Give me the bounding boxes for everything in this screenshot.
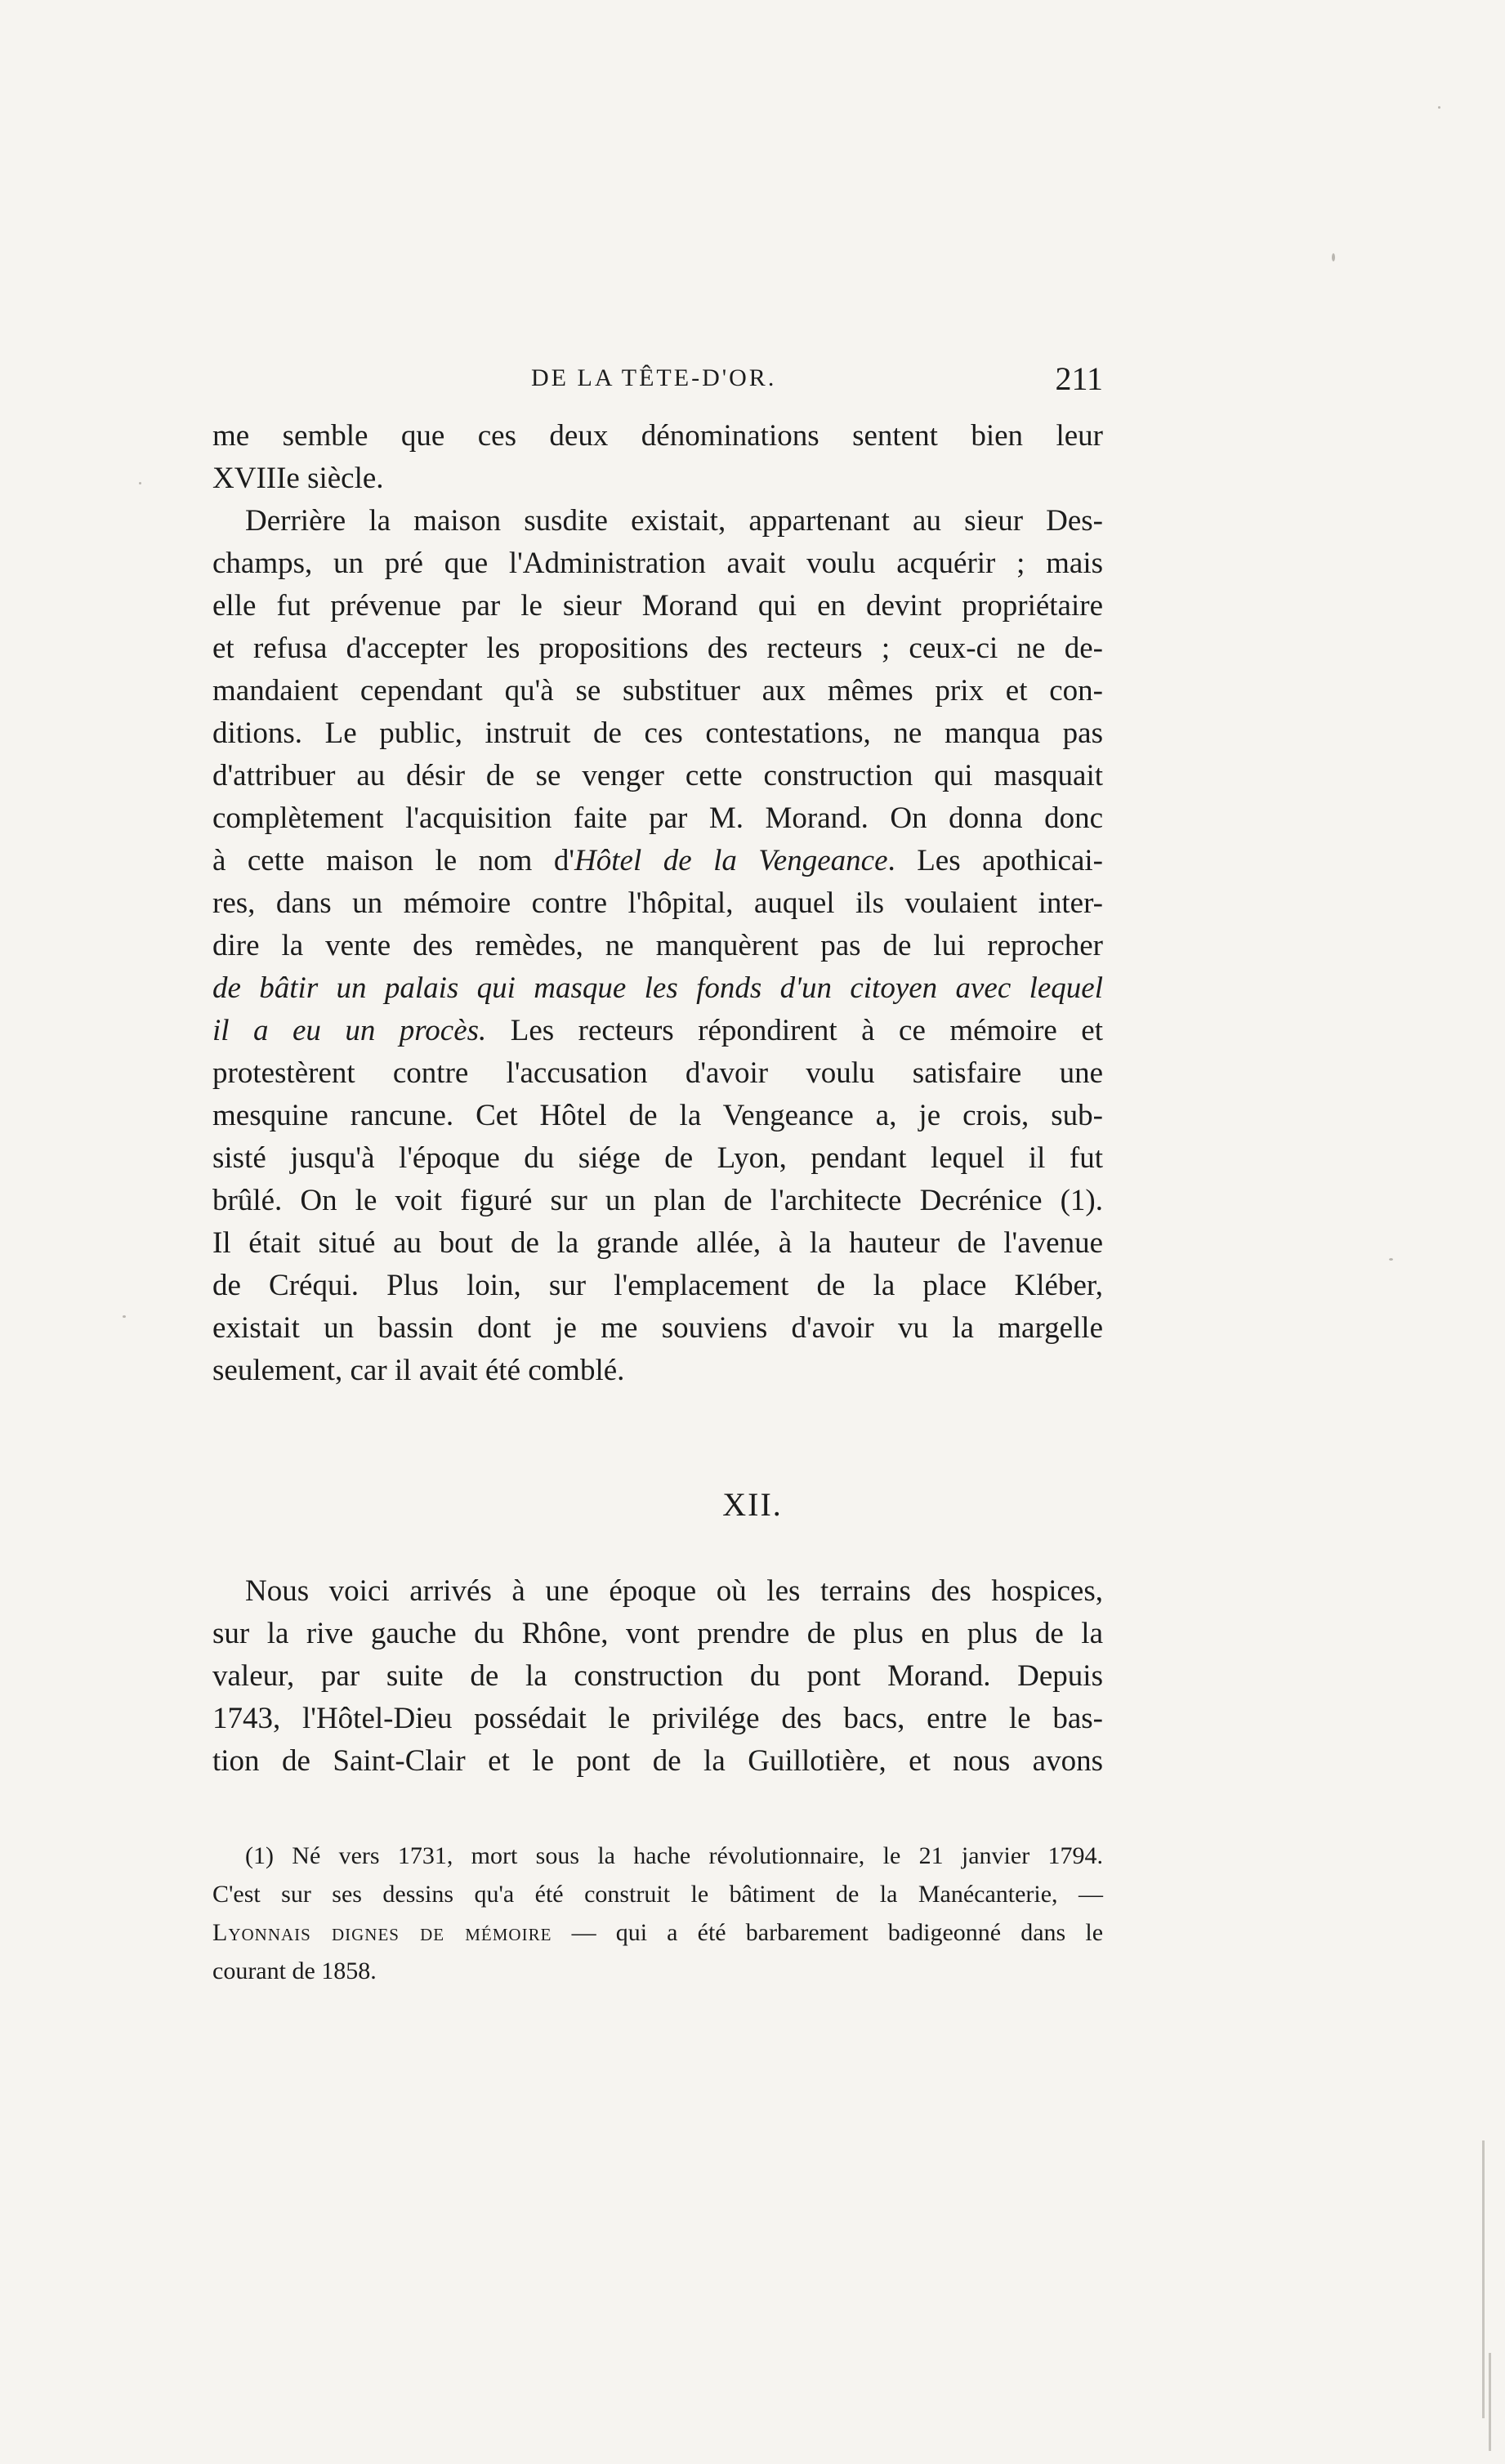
footnote-line: courant de 1858. [212,1957,377,1984]
text-line: protestèrent contre l'accusation d'avoir voulu satisfaire une [212,1056,1103,1090]
text-line: mandaient cependant qu'à se substituer aux mêmes prix et con- [212,674,1103,708]
text-line: valeur, par suite de la construction du pont Morand. Depuis [212,1659,1103,1693]
running-head [212,359,1103,408]
quoted-reproach-end: il a eu un procès. [212,1014,487,1047]
text-line: mesquine rancune. Cet Hôtel de la Vengeance a, je crois, sub- [212,1099,1103,1132]
text-line: sisté jusqu'à l'époque du siége de Lyon, pendant lequel il fut [212,1141,1103,1175]
text-line: ditions. Le public, instruit de ces contestations, ne manqua pas [212,716,1103,750]
quoted-reproach-line: de bâtir un palais qui masque les fonds d'un citoyen avec lequel [212,971,1103,1005]
scan-speck [1438,106,1440,109]
text-line: res, dans un mémoire contre l'hôpital, auquel ils voulaient inter- [212,886,1103,920]
text-line: tion de Saint-Clair et le pont de la Guillotière, et nous avons [212,1744,1103,1778]
text-line: elle fut prévenue par le sieur Morand qui en devint propriétaire [212,589,1103,623]
footnote-line: (1) Né vers 1731, mort sous la hache révolutionnaire, le 21 janvier 1794. [245,1842,1103,1869]
text-line: me semble que ces deux dénominations sentent bien leur [212,419,1103,453]
text-line: d'attribuer au désir de se venger cette construction qui masquait [212,759,1103,792]
footnotes [212,1837,1103,1990]
hotel-name-italic: Hôtel de la Vengeance [574,844,888,877]
text-line: Derrière la maison susdite existait, appartenant au sieur Des- [245,504,1103,538]
footnote-line [212,1913,1103,1952]
text-segment: à cette maison le nom d' [212,844,575,877]
scan-edge-mark [1482,2140,1485,2418]
text-line: sur la rive gauche du Rhône, vont prendre de plus en plus de la [212,1617,1103,1650]
scan-speck [1389,1258,1393,1261]
scan-speck [123,1315,126,1318]
scan-edge-mark [1489,2353,1491,2451]
text-line: seulement, car il avait été comblé. [212,1354,625,1387]
text-line [212,1010,1103,1052]
text-segment: . Les apothicai- [887,844,1104,877]
running-title: DE LA TÊTE-D'OR. [531,364,777,391]
text-line: et refusa d'accepter les propositions des recteurs ; ceux-ci ne de- [212,632,1103,665]
text-line: XVIIIe siècle. [212,462,384,495]
text-line: dire la vente des remèdes, ne manquèrent pas de lui reprocher [212,929,1103,962]
text-line: Il était situé au bout de la grande allée, à la hauteur de l'avenue [212,1226,1103,1260]
text-segment: Les recteurs répondirent à ce mémoire et [486,1014,1103,1047]
footnote-book-title: Lyonnais dignes de mémoire [212,1919,552,1946]
page-number: 211 [1055,360,1103,397]
text-line: 1743, l'Hôtel-Dieu possédait le privilége des bacs, entre le bas- [212,1702,1103,1735]
footnote-line: C'est sur ses dessins qu'a été construit le bâtiment de la Manécanterie, — [212,1881,1103,1908]
text-line: brûlé. On le voit figuré sur un plan de l'architecte Decrénice (1). [212,1184,1103,1217]
section-text [212,1570,1103,1783]
text-line: complètement l'acquisition faite par M. Morand. On donna donc [212,801,1103,835]
text-segment: — qui a été barbarement badigeonné dans le [552,1919,1104,1946]
scan-speck [139,482,141,484]
text-line: Nous voici arrivés à une époque où les terrains des hospices, [245,1574,1103,1608]
body-text [212,415,1103,1392]
text-line: champs, un pré que l'Administration avait voulu acquérir ; mais [212,547,1103,580]
text-line: de Créqui. Plus loin, sur l'emplacement de la place Kléber, [212,1269,1103,1302]
text-line: existait un bassin dont je me souviens d'avoir vu la margelle [212,1311,1103,1345]
scan-speck [1332,253,1335,261]
text-line [212,840,1103,882]
section-heading: XII. [722,1486,783,1523]
